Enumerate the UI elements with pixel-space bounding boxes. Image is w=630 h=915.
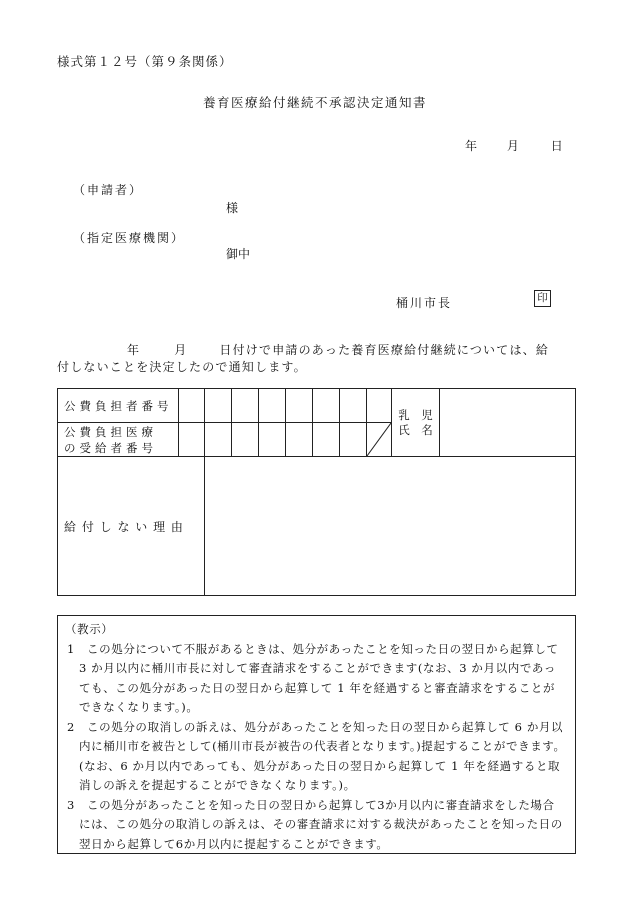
body-line-1 — [57, 341, 549, 358]
institution-label: （指定医療機関） — [73, 231, 186, 245]
applicant-honorific: 様 — [226, 201, 239, 215]
digit-cell[interactable] — [286, 423, 313, 457]
recipient-number-line-1: 公費負担医療 — [64, 424, 157, 439]
body-line-1-rest: 日付けで申請のあった養育医療給付継続については、給 — [219, 343, 550, 357]
digit-cell[interactable] — [232, 389, 259, 423]
infant-name-line-2: 氏 名 — [398, 422, 433, 437]
digit-cell[interactable] — [286, 389, 313, 423]
digit-cell[interactable] — [340, 389, 367, 423]
recipient-number-line-2: の受給者番号 — [64, 440, 157, 455]
diagonal-slash — [367, 423, 391, 456]
date-day: 日 — [550, 139, 563, 153]
body-line-2: 付しないことを決定したので通知します。 — [57, 360, 307, 374]
recipient-number-label — [58, 423, 179, 457]
digit-cell[interactable] — [313, 389, 340, 423]
document-title: 養育医療給付継続不承認決定通知書 — [203, 95, 428, 110]
digit-cell[interactable] — [179, 389, 205, 423]
digit-cell[interactable] — [232, 423, 259, 457]
public-payer-number-label: 公費負担者番号 — [58, 389, 179, 423]
digit-cell[interactable] — [367, 389, 392, 423]
issuer-name: 桶川市長 — [396, 296, 453, 310]
digit-cell[interactable] — [259, 389, 286, 423]
notice-heading: （教示） — [65, 622, 114, 636]
appeal-notice — [57, 615, 576, 854]
body-year: 年 — [127, 343, 141, 357]
notice-item-3: 3 この処分があったことを知った日の翌日から起算して3か月以内に審査請求をした場合には、この処分の取消しの訴えは、その審査請求に対する裁決があったことを知った日の翌日から起算して6か月以内に提起することができます。 — [67, 797, 563, 851]
body-month: 月 — [174, 343, 188, 357]
infant-name-field[interactable] — [440, 389, 576, 457]
digit-cell[interactable] — [205, 389, 232, 423]
applicant-label: （申請者） — [73, 183, 144, 197]
notice-item-1: 1 この処分について不服があるときは、処分があったことを知った日の翌日から起算して 3 か月以内に桶川市長に対して審査請求をすることができます(なお、3 か月以内であっても、この処分があった日の翌日から起算して 1 年を経過すると審査請求をすることができなくなります。)。 — [67, 641, 559, 714]
slashed-cell — [367, 423, 392, 457]
reason-label: 給 付 し な い 理 由 — [58, 457, 205, 596]
seal-mark: 印 — [537, 292, 548, 304]
digit-cell[interactable] — [179, 423, 205, 457]
digit-cell[interactable] — [313, 423, 340, 457]
seal-box — [534, 290, 551, 307]
infant-name-line-1: 乳 児 — [398, 407, 433, 422]
institution-honorific: 御中 — [226, 247, 251, 261]
date-year: 年 — [465, 139, 478, 153]
digit-cell[interactable] — [205, 423, 232, 457]
infant-name-label — [392, 389, 440, 457]
notice-item-2: 2 この処分の取消しの訴えは、処分があったことを知った日の翌日から起算して 6 か月以内に桶川市を被告として(桶川市長が被告の代表者となります。)提起することができます。(なお、6 か月以内であっても、処分があった日の翌日から起算して 1 年を経過すると取消しの訴えを提起することができなくなります。)。 — [67, 719, 566, 792]
recipient-table — [57, 388, 576, 596]
digit-cell[interactable] — [340, 423, 367, 457]
form-number: 様式第１２号（第９条関係） — [57, 54, 233, 69]
reason-field[interactable] — [205, 457, 576, 596]
date-month: 月 — [506, 139, 519, 153]
digit-cell[interactable] — [259, 423, 286, 457]
issue-date — [465, 137, 563, 154]
